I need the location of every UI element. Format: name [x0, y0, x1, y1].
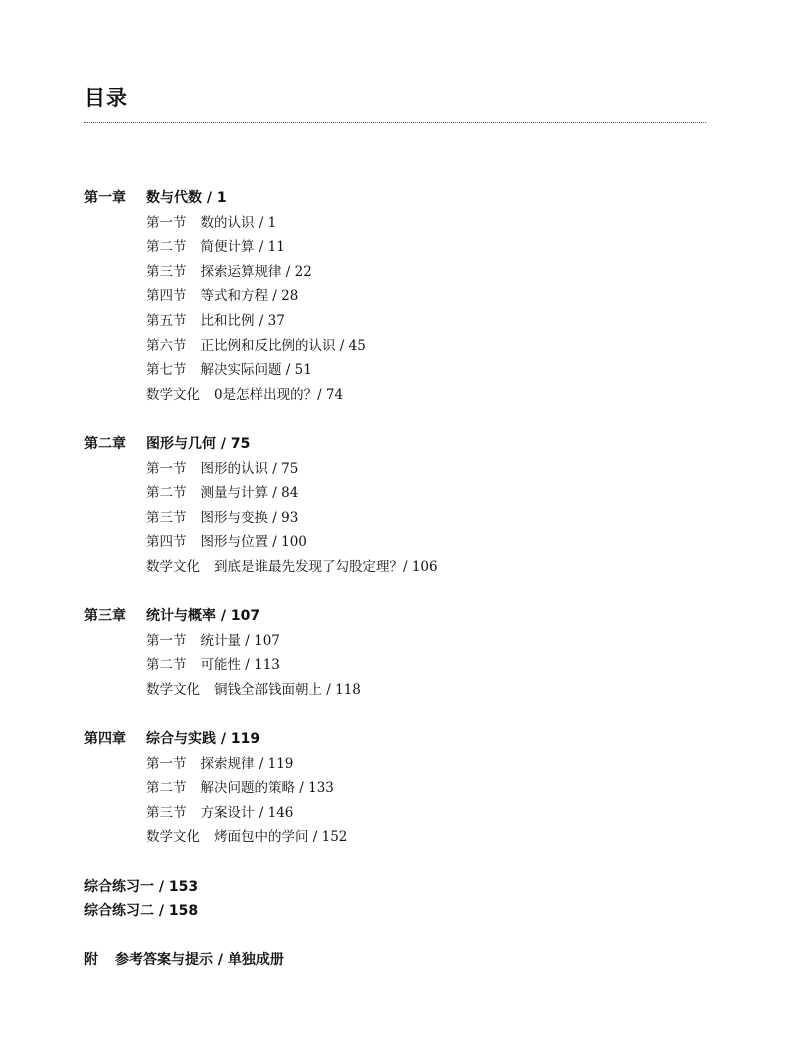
section-entry[interactable] — [84, 530, 724, 555]
chapter-heading[interactable] — [84, 604, 724, 629]
section-title: 正比例和反比例的认识 / 45 — [200, 337, 366, 354]
section-label: 第四节 — [146, 534, 187, 551]
spacer — [84, 850, 724, 875]
section-label: 第三节 — [146, 804, 187, 821]
section-label: 第一节 — [146, 460, 187, 477]
chapter-title: 统计与概率 / 107 — [146, 608, 261, 625]
appendix-title: 参考答案与提示 / 单独成册 — [115, 952, 284, 969]
section-label: 第一节 — [146, 755, 187, 772]
section-title: 可能性 / 113 — [200, 657, 280, 674]
section-label: 第一节 — [146, 214, 187, 231]
section-title: 铜钱全部钱面朝上 / 118 — [214, 681, 361, 698]
section-label: 数学文化 — [146, 681, 200, 698]
section-label: 第二节 — [146, 239, 187, 256]
section-title: 0是怎样出现的？/ 74 — [214, 386, 344, 403]
chapter-title: 数与代数 / 1 — [146, 190, 227, 206]
section-entry[interactable] — [84, 334, 724, 359]
page-title: 目录 — [84, 86, 128, 110]
section-entry[interactable] — [84, 825, 724, 850]
section-title: 到底是谁最先发现了勾股定理？/ 106 — [214, 558, 438, 575]
section-entry[interactable] — [84, 457, 724, 482]
appendix-entry[interactable] — [84, 948, 724, 973]
section-label: 第二节 — [146, 780, 187, 797]
section-label: 第二节 — [146, 485, 187, 502]
chapter-label: 第三章 — [84, 608, 126, 625]
section-entry[interactable] — [84, 776, 724, 801]
section-entry[interactable] — [84, 235, 724, 260]
section-entry[interactable] — [84, 284, 724, 309]
section-label: 数学文化 — [146, 386, 200, 403]
chapter-label: 第二章 — [84, 435, 126, 452]
section-entry[interactable] — [84, 211, 724, 236]
section-entry[interactable] — [84, 555, 724, 580]
section-label: 数学文化 — [146, 829, 200, 846]
section-entry[interactable] — [84, 678, 724, 703]
spacer — [84, 702, 724, 727]
section-title: 数的认识 / 1 — [200, 214, 277, 231]
section-entry[interactable] — [84, 653, 724, 678]
section-title: 解决实际问题 / 51 — [200, 362, 312, 379]
section-label: 第三节 — [146, 509, 187, 526]
section-title: 图形与位置 / 100 — [200, 534, 307, 551]
dotted-divider — [84, 122, 706, 123]
section-title: 比和比例 / 37 — [200, 312, 285, 329]
section-entry[interactable] — [84, 801, 724, 826]
section-title: 等式和方程 / 28 — [200, 288, 299, 305]
section-label: 第五节 — [146, 312, 187, 329]
section-title: 图形与变换 / 93 — [200, 509, 299, 526]
exercise-entry[interactable]: 综合练习一 / 153 — [84, 878, 199, 895]
section-title: 烤面包中的学问 / 152 — [214, 829, 348, 846]
exercise-entry[interactable]: 综合练习二 / 158 — [84, 903, 199, 920]
section-entry[interactable] — [84, 260, 724, 285]
spacer — [84, 580, 724, 605]
section-entry[interactable] — [84, 309, 724, 334]
section-entry[interactable] — [84, 629, 724, 654]
section-entry[interactable] — [84, 358, 724, 383]
section-title: 统计量 / 107 — [200, 632, 280, 649]
section-title: 图形的认识 / 75 — [200, 460, 299, 477]
section-title: 简便计算 / 11 — [200, 239, 285, 256]
section-label: 第七节 — [146, 362, 187, 379]
section-label: 第六节 — [146, 337, 187, 354]
section-entry[interactable] — [84, 383, 724, 408]
section-label: 第二节 — [146, 657, 187, 674]
chapter-heading[interactable] — [84, 186, 724, 211]
section-title: 探索规律 / 119 — [200, 755, 294, 772]
table-of-contents — [84, 186, 724, 973]
spacer — [84, 407, 724, 432]
section-label: 第三节 — [146, 263, 187, 280]
section-title: 探索运算规律 / 22 — [200, 263, 312, 280]
appendix-label: 附 — [84, 952, 98, 969]
spacer — [84, 924, 724, 949]
section-entry[interactable] — [84, 481, 724, 506]
chapter-heading[interactable] — [84, 727, 724, 752]
section-title: 解决问题的策略 / 133 — [200, 780, 334, 797]
section-label: 第四节 — [146, 288, 187, 305]
chapter-title: 图形与几何 / 75 — [146, 435, 251, 452]
section-label: 第一节 — [146, 632, 187, 649]
section-title: 方案设计 / 146 — [200, 804, 294, 821]
chapter-title: 综合与实践 / 119 — [146, 731, 261, 748]
chapter-label: 第四章 — [84, 731, 126, 748]
chapter-label: 第一章 — [84, 190, 126, 206]
section-title: 测量与计算 / 84 — [200, 485, 299, 502]
section-entry[interactable] — [84, 506, 724, 531]
section-entry[interactable] — [84, 752, 724, 777]
chapter-heading[interactable] — [84, 432, 724, 457]
section-label: 数学文化 — [146, 558, 200, 575]
